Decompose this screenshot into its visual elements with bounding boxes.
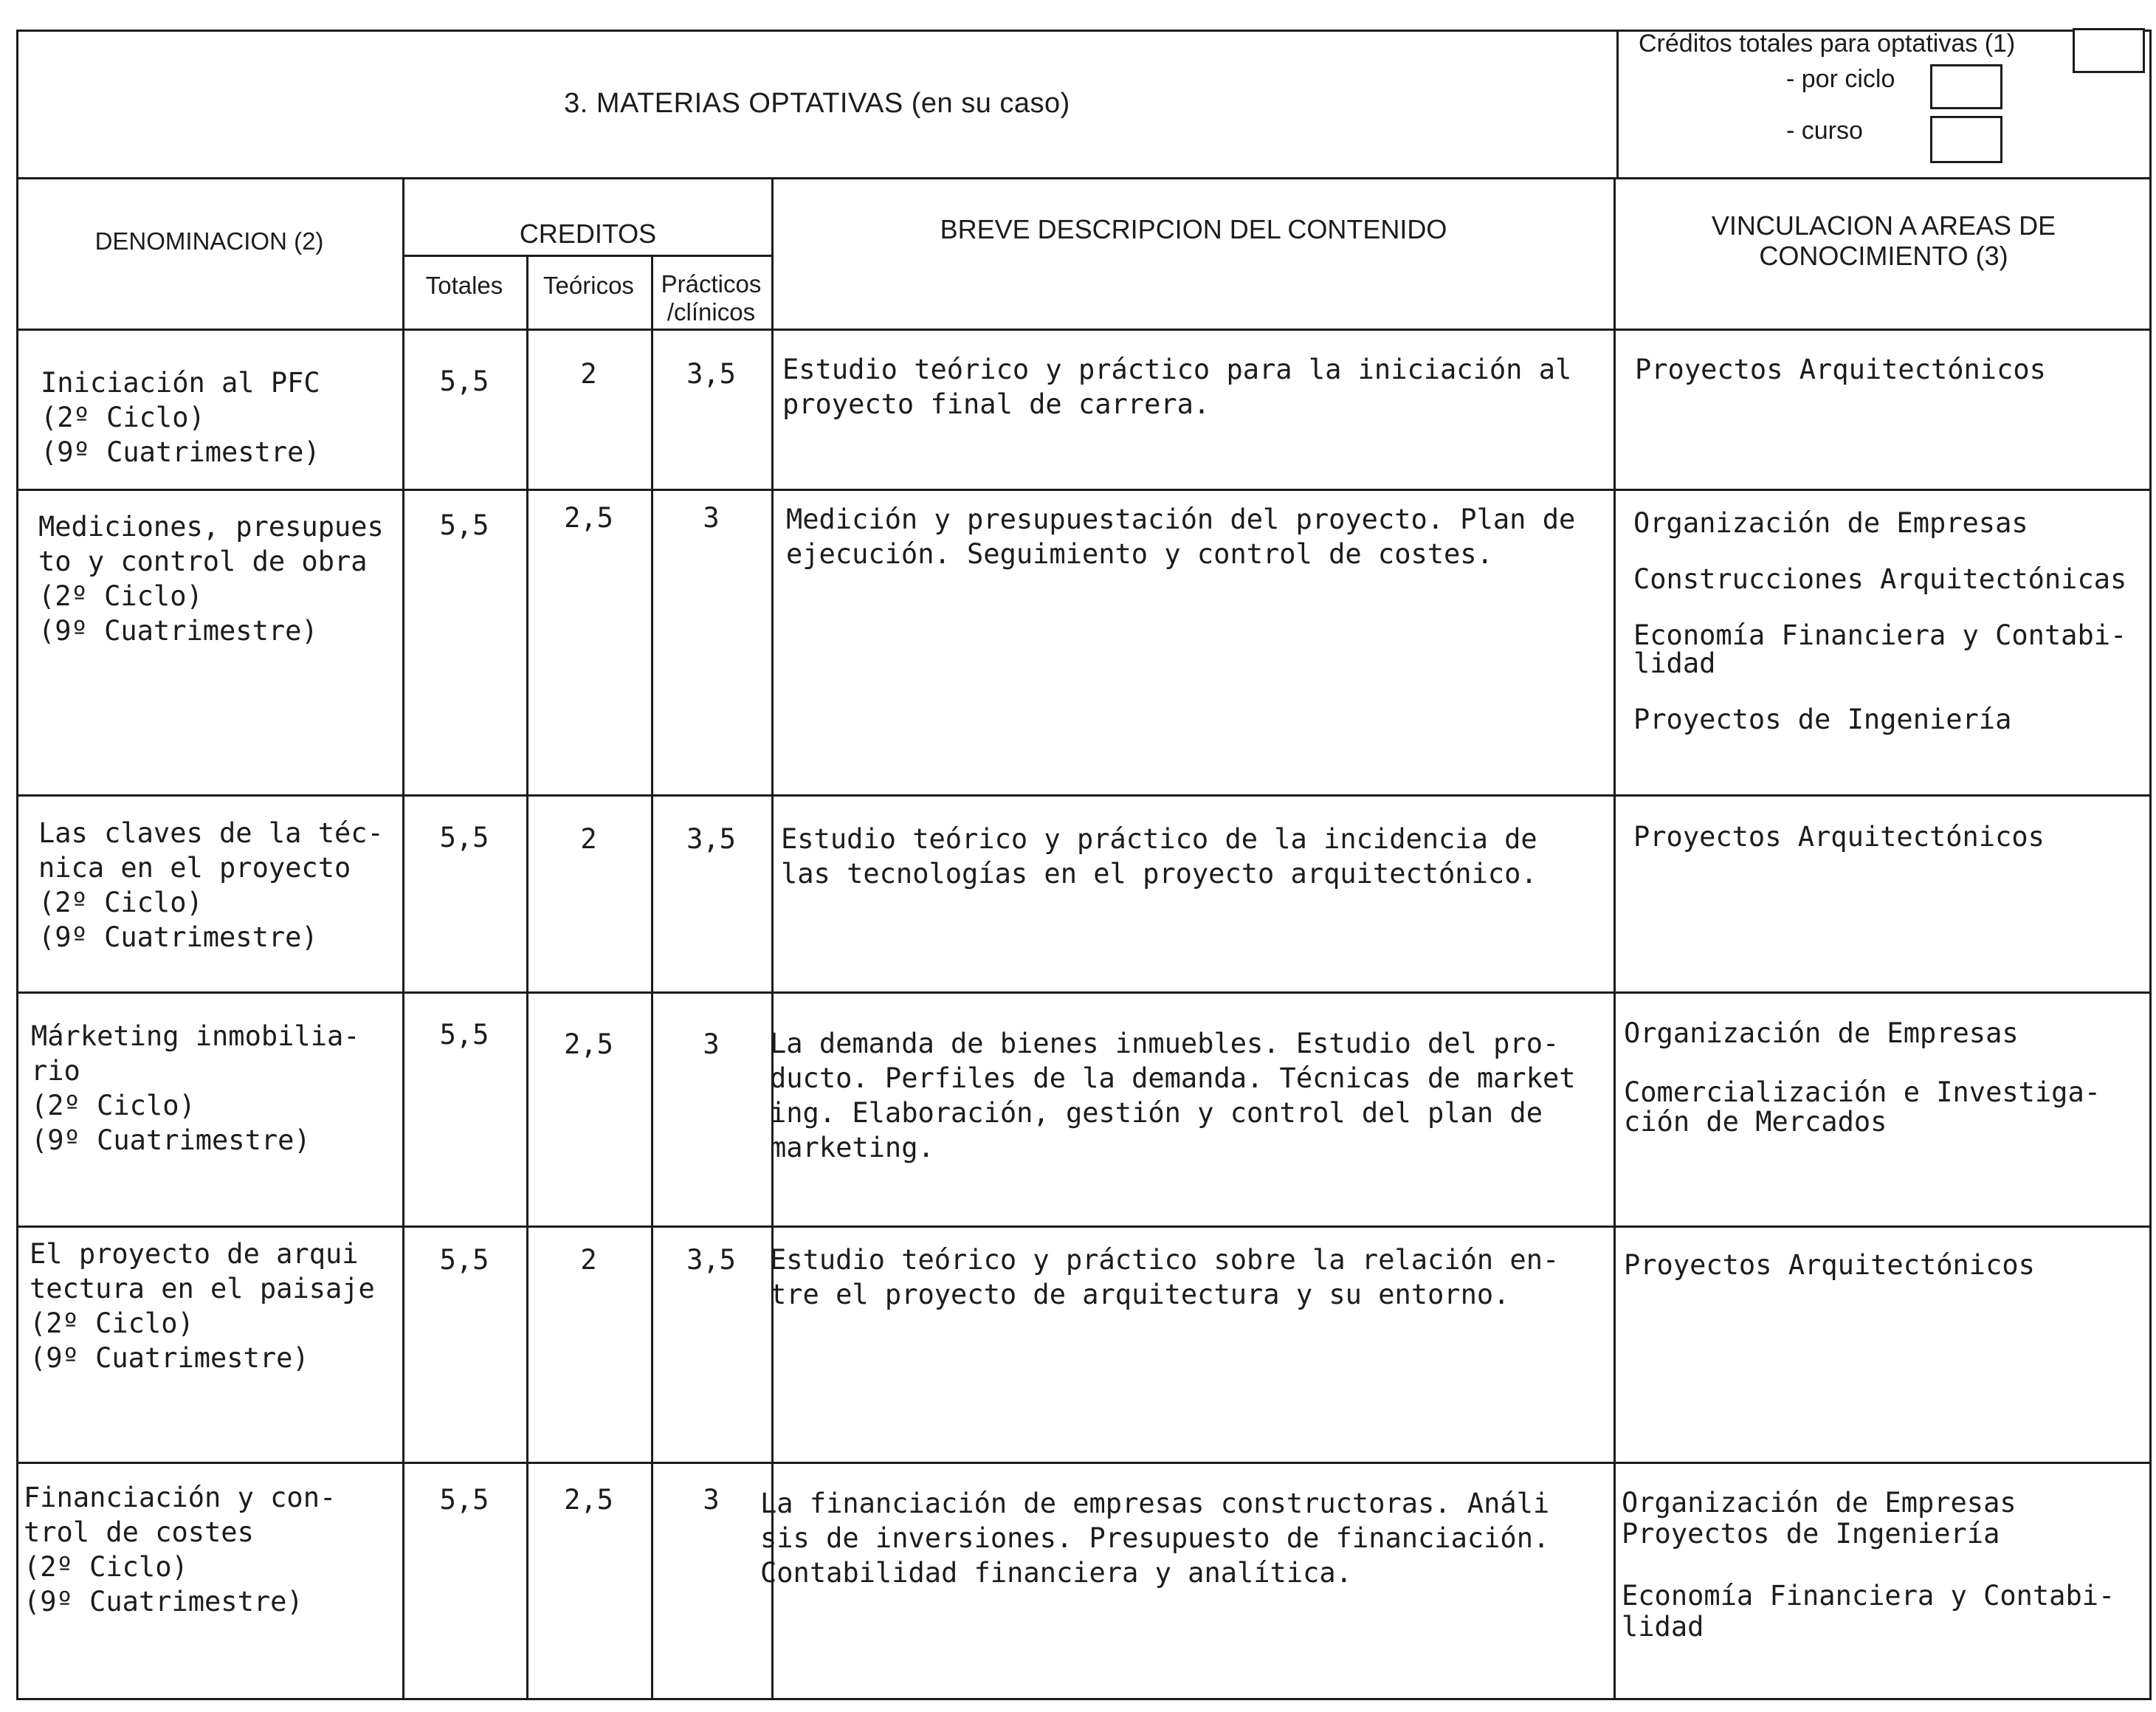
title-separator [16, 177, 2152, 179]
row-3-teoricos: 2 [580, 823, 597, 855]
header-bottom-line [16, 329, 2152, 331]
row-5-teoricos: 2 [580, 1244, 597, 1276]
row-6-practicos: 3 [703, 1484, 720, 1516]
header-teoricos: Teóricos [543, 272, 634, 299]
row-3-name: Las claves de la téc- nica en el proyecto (2º Ciclo) (9º Cuatrimestre) [38, 817, 384, 953]
row-5-totales: 5,5 [439, 1244, 489, 1276]
table-bottom-border [16, 1698, 2152, 1700]
section-title: 3. MATERIAS OPTATIVAS (en su caso) [564, 87, 1070, 119]
per-course-field[interactable] [1930, 116, 2002, 163]
row-6-teoricos: 2,5 [564, 1484, 613, 1516]
row-6-areas: Organización de Empresas Proyectos de Ingeniería Economía Financiera y Contabi- lidad [1622, 1487, 2115, 1643]
row-3-totales: 5,5 [439, 822, 489, 853]
col-line-descripcion [1613, 177, 1616, 1700]
header-practicos [651, 270, 771, 326]
row-4-description: La demanda de bienes inmuebles. Estudio del pro- ducto. Perfiles de la demanda. Técnicas de market ing. Elaboración, gestión y control del plan de marketing. [770, 1028, 1576, 1163]
row-separator [16, 794, 2152, 797]
row-2-practicos: 3 [703, 502, 720, 534]
header-vinculacion-line1: VINCULACION A AREAS DE [1711, 210, 2056, 241]
col-line-practicos [771, 177, 774, 1700]
credits-summary [1620, 30, 2152, 170]
row-1-areas: Proyectos Arquitectónicos [1635, 354, 2046, 385]
header-practicos-line2: /clínicos [667, 298, 756, 326]
row-separator [16, 991, 2152, 994]
creditos-subheader-line [402, 255, 774, 257]
row-separator [16, 489, 2152, 491]
row-5-practicos: 3,5 [686, 1244, 736, 1276]
row-5-name: El proyecto de arqui tectura en el paisaje (2º Ciclo) (9º Cuatrimestre) [30, 1238, 375, 1374]
header-descripcion: BREVE DESCRIPCION DEL CONTENIDO [940, 214, 1447, 244]
row-6-name: Financiación y con- trol de costes (2º Ciclo) (9º Cuatrimestre) [24, 1482, 337, 1618]
row-3-practicos: 3,5 [686, 823, 736, 855]
header-totales: Totales [425, 272, 503, 299]
row-4-practicos: 3 [703, 1028, 720, 1060]
header-practicos-line1: Prácticos [661, 270, 762, 298]
row-2-name: Mediciones, presupues to y control de obra (2º Ciclo) (9º Cuatrimestre) [38, 511, 384, 647]
col-line-denominacion [402, 177, 404, 1700]
row-6-description: La financiación de empresas constructoras. Análi sis de inversiones. Presupuesto de financiación. Contabilidad financiera y analítica. [760, 1488, 1550, 1589]
row-2-totales: 5,5 [439, 509, 489, 541]
per-cycle-field[interactable] [1930, 64, 2002, 109]
total-credits-label: Créditos totales para optativas (1) [1639, 30, 2016, 58]
header-vinculacion-line2: CONOCIMIENTO (3) [1759, 241, 2008, 272]
header-vinculacion [1616, 210, 2152, 272]
row-1-description: Estudio teórico y práctico para la iniciación al proyecto final de carrera. [782, 354, 1572, 420]
row-4-totales: 5,5 [439, 1019, 489, 1051]
row-separator [16, 1462, 2152, 1464]
row-6-totales: 5,5 [439, 1484, 489, 1516]
row-1-teoricos: 2 [580, 358, 597, 390]
table-right-border [2149, 30, 2152, 1700]
row-3-areas: Proyectos Arquitectónicos [1633, 821, 2045, 853]
row-2-areas: Organización de Empresas Construcciones Arquitectónicas Economía Financiera y Contabi- lidad Proyectos de Ingeniería [1633, 507, 2127, 735]
row-5-areas: Proyectos Arquitectónicos [1624, 1249, 2035, 1281]
row-3-description: Estudio teórico y práctico de la incidencia de las tecnologías en el proyecto arquitectónico. [781, 823, 1537, 890]
row-1-totales: 5,5 [439, 365, 489, 397]
row-4-areas: Organización de Empresas Comercialización e Investiga- ción de Mercados [1624, 1017, 2101, 1138]
row-1-practicos: 3,5 [686, 358, 736, 390]
row-4-name: Márketing inmobilia- rio (2º Ciclo) (9º Cuatrimestre) [31, 1020, 360, 1156]
header-creditos: CREDITOS [519, 219, 657, 249]
per-course-label: - curso [1786, 117, 1863, 145]
row-2-description: Medición y presupuestación del proyecto. Plan de ejecución. Seguimiento y control de costes. [786, 503, 1576, 570]
row-4-teoricos: 2,5 [564, 1028, 613, 1060]
header-denominacion: DENOMINACION (2) [94, 227, 324, 255]
row-5-description: Estudio teórico y práctico sobre la relación en- tre el proyecto de arquitectura y su entorno. [770, 1244, 1560, 1310]
row-1-name: Iniciación al PFC (2º Ciclo) (9º Cuatrimestre) [41, 367, 320, 468]
total-credits-field[interactable] [2073, 28, 2145, 73]
row-2-teoricos: 2,5 [564, 502, 613, 534]
per-cycle-label: - por ciclo [1786, 65, 1895, 93]
row-separator [16, 1225, 2152, 1228]
table-left-border [16, 30, 18, 1700]
